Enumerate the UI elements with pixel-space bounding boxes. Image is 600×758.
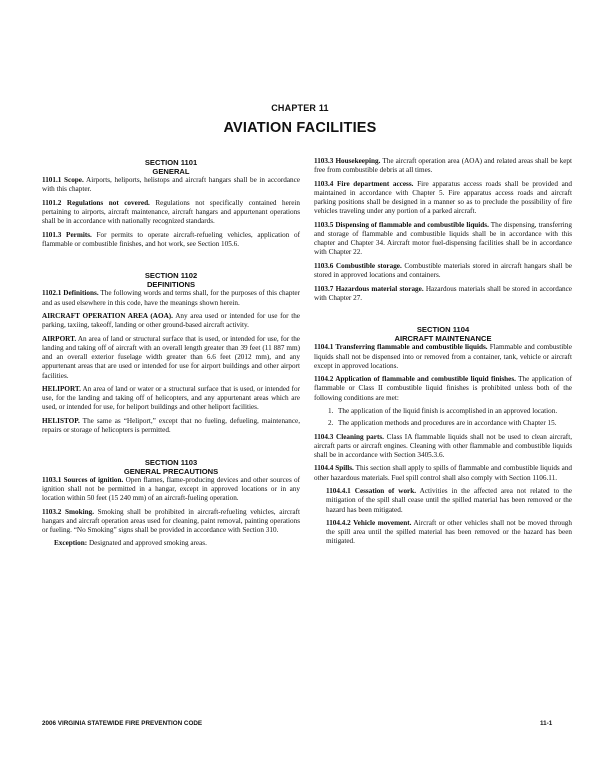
section-1102-number: SECTION 1102 [144, 271, 198, 281]
list-item: 2. The application methods and procedures are in accordance with Chapter 15. [328, 419, 557, 428]
section-1104-number: SECTION 1104 [416, 325, 470, 335]
para-1103-5: 1103.5 Dispensing of flammable and combustible liquids. The dispensing, transferring and storage of flammable and combustible liquids shall be in accordance with this chapter and Chapter 34. Aircraft motor fuel-dispensing facilities shall be in accordance with Chapter 22. [314, 220, 572, 257]
footer-code-title: 2006 VIRGINIA STATEWIDE FIRE PREVENTION CODE [42, 720, 203, 727]
chapter-label: CHAPTER 11 [271, 103, 329, 113]
para-1102-1: 1102.1 Definitions. The following words and terms shall, for the purposes of this chapter and as used elsewhere in this code, have the meanings shown herein. [42, 289, 301, 307]
footer-page-number: 11-1 [540, 720, 553, 727]
para-1101-1: 1101.1 Scope. Airports, heliports, helistops and aircraft hangars shall be in accordance with this chapter. [42, 176, 300, 194]
para-1104-4-2: 1104.4.2 Vehicle movement. Aircraft or other vehicles shall not be moved through the spill area until the spilled material has been removed or the hazard has been mitigated. [326, 519, 572, 546]
chapter-title: AVIATION FACILITIES [223, 120, 377, 136]
section-1102-name: DEFINITIONS [146, 280, 196, 290]
def-aoa: AIRCRAFT OPERATION AREA (AOA). Any area used or intended for use for the parking, taxiing, takeoff, landing or other ground-based aircraft activity. [42, 312, 300, 330]
left-column [42, 152, 300, 553]
para-1101-2: 1101.2 Regulations not covered. Regulations not specifically contained herein pertaining to airports, aircraft maintenance, aircraft hangars and appurtenant operations shall be in accordance with nationally recognized standards. [42, 198, 300, 226]
para-1103-4: 1103.4 Fire department access. Fire apparatus access roads shall be provided and maintained in accordance with Chapter 5. Fire apparatus access roads and aircraft parking positions shall be designed in a manner so as to preclude the possibility of fire vehicles traveling under any portion of a parked aircraft. [314, 179, 572, 216]
para-1104-1: 1104.1 Transferring flammable and combustible liquids. Flammable and combustible liquids shall not be dispensed into or removed from a container, tank, vehicle or aircraft except in approved locations. [314, 343, 572, 370]
section-1104-name: AIRCRAFT MAINTENANCE [394, 334, 492, 344]
para-1103-3: 1103.3 Housekeeping. The aircraft operation area (AOA) and related areas shall be kept free from combustible debris at all times. [314, 157, 572, 175]
para-1101-3: 1101.3 Permits. For permits to operate aircraft-refueling vehicles, application of flammable or combustible finishes, and hot work, see Section 105.6. [42, 230, 300, 248]
para-1103-1: 1103.1 Sources of ignition. Open flames, flame-producing devices and other sources of ignition shall not be permitted in a hangar, except in approved locations or in any location within 50 feet (15 240 mm) of an aircraft-fueling operation. [42, 475, 300, 503]
def-airport: AIRPORT. An area of land or structural surface that is used, or intended for use, for the landing and taking off of aircraft with an overall length greater than 39 feet (11 887 mm) and an overall exterior fuselage width greater than 6.6 feet (2012 mm), and any appurtenant areas that are used or intended for use for airport buildings and other airport facilities. [42, 334, 300, 380]
def-heliport: HELIPORT. An area of land or water or a structural surface that is used, or intended for use, for the landing and taking off of helicopters, and any appurtenant areas which are used, or intended for use, for heliport buildings and other heliport facilities. [42, 385, 300, 412]
para-1104-4: 1104.4 Spills. This section shall apply to spills of flammable and combustible liquids and other hazardous materials. Fuel spill control shall also comply with Section 1106.11. [314, 464, 573, 482]
list-item: 1. The application of the liquid finish is accomplished in an approved location. [328, 407, 558, 416]
section-1103-name: GENERAL PRECAUTIONS [123, 466, 219, 476]
right-column [314, 157, 572, 551]
para-1104-3: 1104.3 Cleaning parts. Class IA flammable liquids shall not be used to clean aircraft, aircraft parts or aircraft engines. Cleaning with other flammable and combustible liquids shall be in accordance with Section 3405.3.6. [314, 432, 572, 459]
para-1104-2: 1104.2 Application of flammable and combustible liquid finishes. The application of flammable or Class II combustible liquid finishes is prohibited unless both of the following conditions are met: [314, 375, 573, 402]
para-1103-2: 1103.2 Smoking. Smoking shall be prohibited in aircraft-refueling vehicles, aircraft hangars and aircraft operation areas used for cleaning, paint removal, painting operations or fueling. “No Smoking” signs shall be provided in accordance with Section 310. [42, 507, 300, 534]
para-1103-6: 1103.6 Combustible storage. Combustible materials stored in aircraft hangars shall be stored in approved locations and containers. [314, 261, 573, 280]
section-1103-number: SECTION 1103 [144, 457, 198, 467]
para-1103-7: 1103.7 Hazardous material storage. Hazardous materials shall be stored in accordance with Chapter 27. [314, 284, 573, 302]
section-1101-name: GENERAL [152, 167, 190, 176]
para-1104-4-1: 1104.4.1 Cessation of work. Activities in the affected area not related to the mitigation of the spill shall cease until the spilled material has been removed or the hazard has been mitigated. [326, 487, 572, 514]
def-helistop: HELISTOP. The same as “Heliport,” except that no fueling, defueling, maintenance, repairs or storage of helicopters is permitted. [42, 416, 300, 435]
section-1101-number: SECTION 1101 [144, 158, 198, 167]
exception-1103-2: Exception: Designated and approved smoking areas. [54, 539, 207, 548]
conditions-list [314, 407, 572, 428]
